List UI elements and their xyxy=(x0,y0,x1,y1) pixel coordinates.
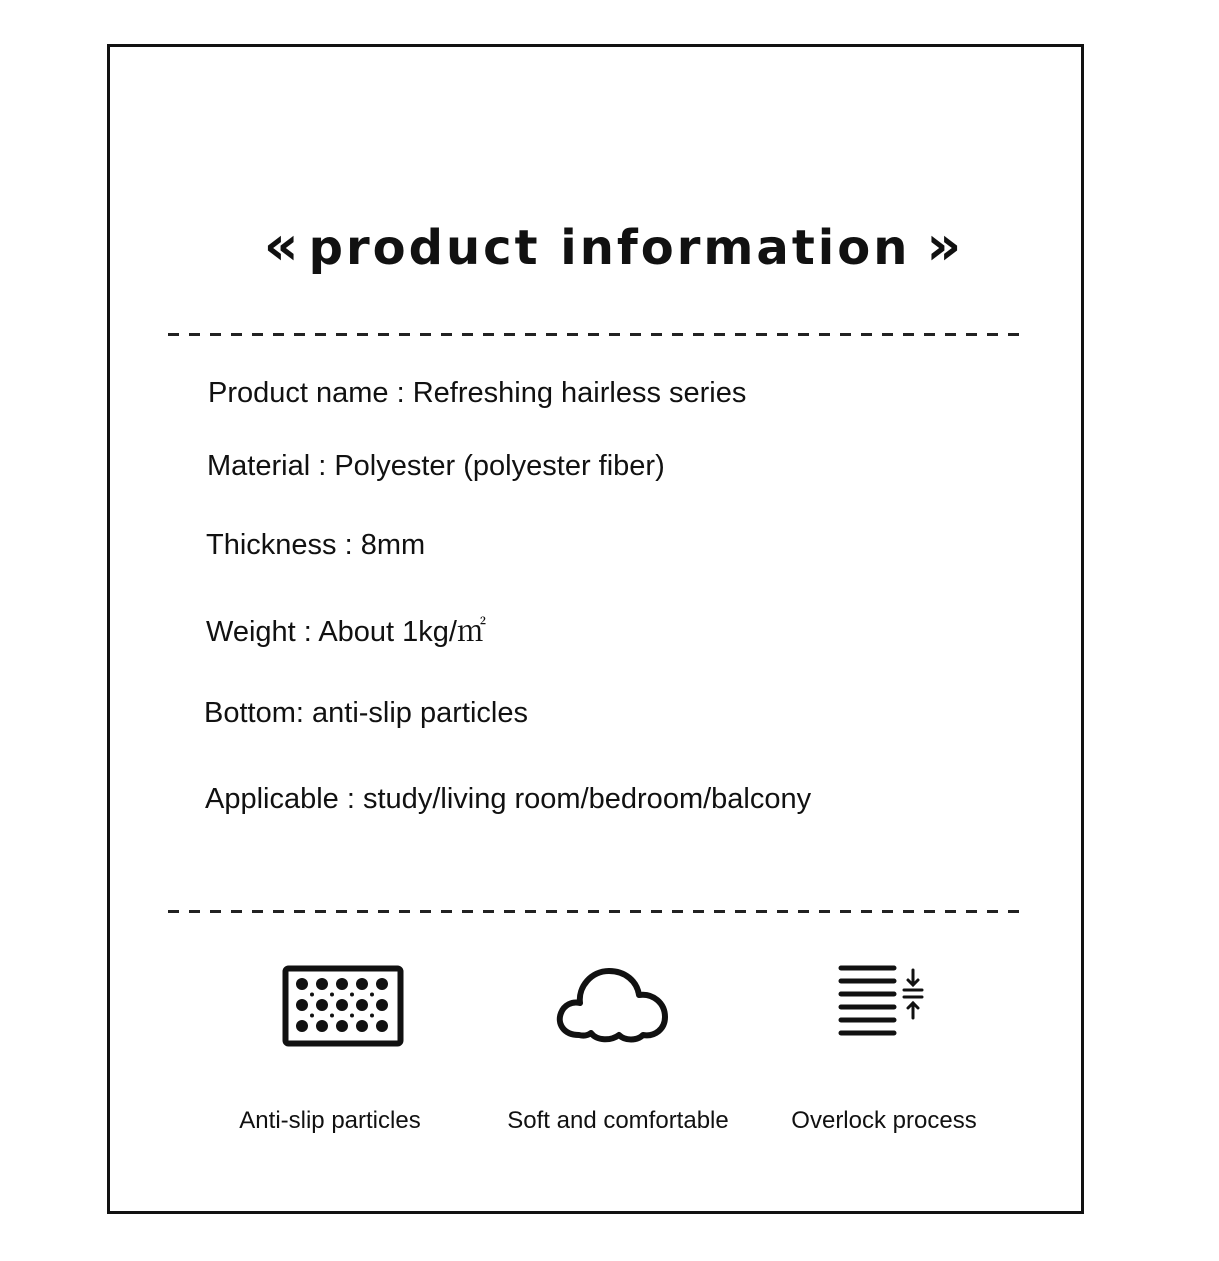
feature-label-soft: Soft and comfortable xyxy=(507,1107,729,1134)
spec-separator: : xyxy=(336,529,361,561)
spec-row-applicable xyxy=(205,783,811,816)
spec-value: anti-slip particles xyxy=(312,697,528,729)
spec-row-product-name xyxy=(208,377,746,410)
spec-label: Applicable xyxy=(205,783,339,815)
spec-value: study/living room/bedroom/balcony xyxy=(363,783,812,815)
bottom-dashed-divider xyxy=(168,910,1028,913)
title-right-mark: » xyxy=(926,214,956,277)
page-title xyxy=(0,214,1219,277)
spec-label: Thickness xyxy=(206,529,337,561)
title-text: product information xyxy=(308,220,911,276)
spec-label: Weight xyxy=(206,616,296,648)
spec-row-material xyxy=(207,450,665,483)
feature-label-overlock: Overlock process xyxy=(791,1107,977,1134)
spec-separator: : xyxy=(388,377,413,409)
title-left-mark: « xyxy=(263,214,293,277)
spec-label: Material xyxy=(207,450,311,482)
spec-value: 8mm xyxy=(360,529,426,561)
spec-value: About 1kg/㎡ xyxy=(318,616,486,648)
feature-label-anti-slip: Anti-slip particles xyxy=(239,1107,421,1134)
overlock-lines-icon xyxy=(836,962,926,1040)
anti-slip-particles-icon xyxy=(282,965,404,1047)
top-dashed-divider xyxy=(168,333,1028,336)
spec-label: Product name xyxy=(208,377,389,409)
spec-row-weight xyxy=(206,609,486,650)
spec-row-thickness xyxy=(206,529,425,562)
spec-row-bottom xyxy=(204,697,528,730)
spec-separator: : xyxy=(295,616,319,648)
spec-separator: : xyxy=(338,783,363,815)
spec-separator: : xyxy=(295,697,312,729)
cloud-icon xyxy=(553,963,671,1043)
spec-value: Polyester (polyester fiber) xyxy=(334,450,665,482)
spec-label: Bottom xyxy=(204,697,296,729)
spec-value: Refreshing hairless series xyxy=(412,377,747,409)
spec-separator: : xyxy=(310,450,335,482)
